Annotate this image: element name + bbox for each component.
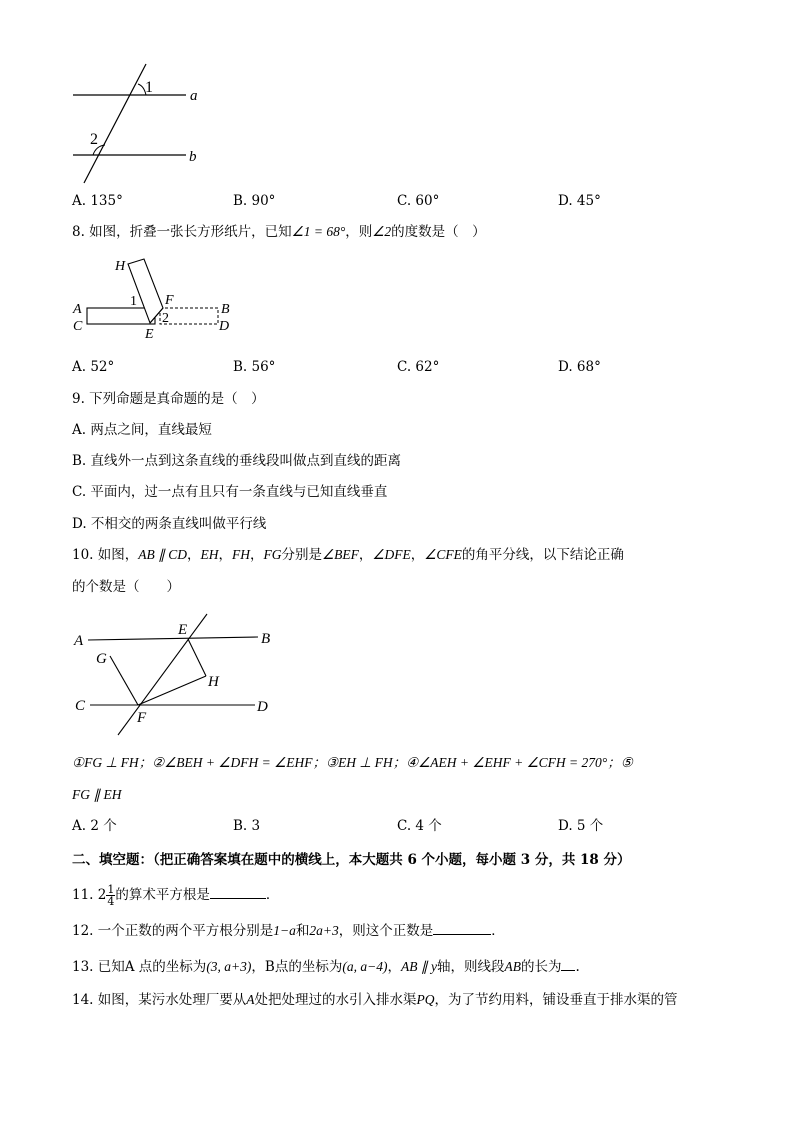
label-A: A	[73, 302, 82, 317]
label-A: A	[74, 633, 84, 649]
q11	[72, 884, 279, 907]
section-2-heading: 二、填空题：（把正确答案填在题中的横线上，本大题共 6 个小题，每小题 3 分，共 18 分）	[72, 852, 631, 868]
label-F: F	[165, 293, 174, 308]
q14-post: ，为了节约用料，铺设垂直于排水渠的管	[434, 992, 678, 1008]
q12-expr2: 2a+3	[309, 923, 339, 938]
q10-option-b: B. 3	[233, 818, 261, 834]
q10-sep2: ，	[218, 547, 233, 563]
q8-option-d: D. 68°	[558, 359, 601, 375]
angle-2-label: 2	[90, 131, 98, 148]
q8-stem-pre: 8. 如图，折叠一张长方形纸片，已知	[72, 224, 292, 240]
q8-option-b: B. 56°	[233, 359, 276, 375]
q10-pre: 10. 如图，	[72, 547, 139, 563]
label-F: F	[137, 710, 147, 726]
q11-denominator: 4	[107, 895, 115, 908]
q10-option-a: A. 2 个	[72, 818, 117, 834]
q8-angle1: ∠1 = 68°	[291, 224, 346, 239]
label-D: D	[257, 699, 268, 715]
q11-answer-blank[interactable]	[210, 884, 266, 899]
q10-conclusions-line1: ①FG ⊥ FH；②∠BEH + ∠DFH = ∠EHF；③EH ⊥ FH；④∠AEH + ∠EHF + ∠CFH = 270°；⑤	[72, 755, 633, 770]
q11-whole: 2	[97, 887, 107, 903]
line-b-label: b	[189, 149, 197, 165]
segment-fg	[110, 656, 138, 705]
q11-text: 的算术平方根是	[115, 887, 210, 903]
q10-sep4: ，	[358, 547, 373, 563]
q9-option-c: C. 平面内，过一点有且只有一条直线与已知直线垂直	[72, 484, 388, 500]
label-E: E	[145, 327, 154, 342]
q11-numerator: 1	[107, 883, 115, 896]
q14	[72, 991, 678, 1009]
q10-mid: 分别是	[281, 547, 323, 563]
line-a-label: a	[190, 88, 198, 104]
segment-eh	[188, 639, 206, 676]
q10-fh: FH	[232, 547, 251, 562]
q8-option-c: C. 62°	[397, 359, 440, 375]
segment-fh	[138, 676, 206, 705]
label-E: E	[178, 622, 188, 638]
label-2: 2	[162, 311, 169, 326]
q13-answer-blank[interactable]	[561, 956, 575, 971]
q13-pre: 13. 已知A 点的坐标为	[72, 959, 207, 975]
q9-stem: 9. 下列命题是真命题的是（ ）	[72, 391, 265, 407]
q9-option-d: D. 不相交的两条直线叫做平行线	[72, 516, 267, 532]
q13-post: 的长为	[520, 959, 562, 975]
q13-sep: ，	[387, 959, 401, 975]
q10-eh: EH	[200, 547, 219, 562]
q13-segment: AB	[504, 959, 521, 974]
q8-stem-mid: ，则	[345, 224, 373, 240]
q13-coord-a: (3, a+3)	[206, 959, 252, 974]
q10-sep3: ，	[250, 547, 264, 563]
label-B: B	[221, 302, 230, 317]
q13-mid1: ，B点的坐标为	[251, 959, 343, 975]
label-1: 1	[130, 294, 137, 309]
q13	[72, 956, 580, 976]
q10-angle-bef: ∠BEF	[322, 547, 359, 562]
label-H: H	[115, 259, 126, 274]
transversal-ef	[118, 614, 207, 735]
line-ab	[88, 637, 258, 640]
q10-angle-cfe: ∠CFE	[424, 547, 462, 562]
q7-option-c: C. 60°	[397, 193, 440, 209]
label-B: B	[261, 631, 271, 647]
q12-end: ．	[491, 923, 505, 939]
q11-number: 11.	[72, 887, 94, 903]
q12-expr1: 1−a	[273, 923, 296, 938]
label-D: D	[219, 319, 230, 334]
q7-option-d: D. 45°	[558, 193, 601, 209]
q10-fg: FG	[263, 547, 282, 562]
q13-end: .	[575, 959, 580, 975]
q7-option-a: A. 135°	[72, 193, 123, 209]
q8-option-a: A. 52°	[72, 359, 115, 375]
q12-post: ，则这个正数是	[338, 923, 434, 939]
q10-sep1: ，	[187, 547, 201, 563]
q10-ab-cd: AB ∥ CD	[138, 547, 188, 562]
label-C: C	[73, 319, 83, 334]
q10-option-c: C. 4 个	[397, 818, 442, 834]
label-H: H	[208, 674, 219, 690]
q12-pre: 12. 一个正数的两个平方根分别是	[72, 923, 274, 939]
q7-option-b: B. 90°	[233, 193, 276, 209]
q14-mid: 处把处理过的水引入排水渠	[254, 992, 417, 1008]
q14-point-a: A	[246, 992, 255, 1007]
q9-option-a: A. 两点之间，直线最短	[72, 422, 212, 438]
q12-mid: 和	[295, 923, 310, 939]
q13-parallel: AB ∥ y	[400, 959, 437, 974]
q11-mixed-number	[97, 883, 116, 908]
q9-option-b: B. 直线外一点到这条直线的垂线段叫做点到直线的距离	[72, 453, 402, 469]
q13-coord-b: (a, a−4)	[342, 959, 388, 974]
q10-post: 的角平分线，以下结论正确	[461, 547, 624, 563]
angle-1-label: 1	[145, 79, 153, 96]
q8-angle2: ∠2	[372, 224, 392, 239]
q10-conclusions-line2: FG ∥ EH	[72, 787, 122, 802]
q12	[72, 920, 505, 940]
q11-end: ．	[265, 887, 280, 903]
label-G: G	[96, 651, 107, 667]
q8-stem-post: 的度数是（ ）	[391, 224, 486, 240]
label-C: C	[75, 698, 86, 714]
q14-channel-pq: PQ	[416, 992, 435, 1007]
q10-option-d: D. 5 个	[558, 818, 604, 834]
q10-stem-line2: 的个数是（ ）	[72, 579, 180, 595]
q14-pre: 14. 如图，某污水处理厂要从	[72, 992, 247, 1008]
q13-mid2: 轴，则线段	[436, 959, 505, 975]
q10-sep5: ，	[410, 547, 425, 563]
q10-angle-dfe: ∠DFE	[372, 547, 411, 562]
q12-answer-blank[interactable]	[433, 920, 491, 935]
